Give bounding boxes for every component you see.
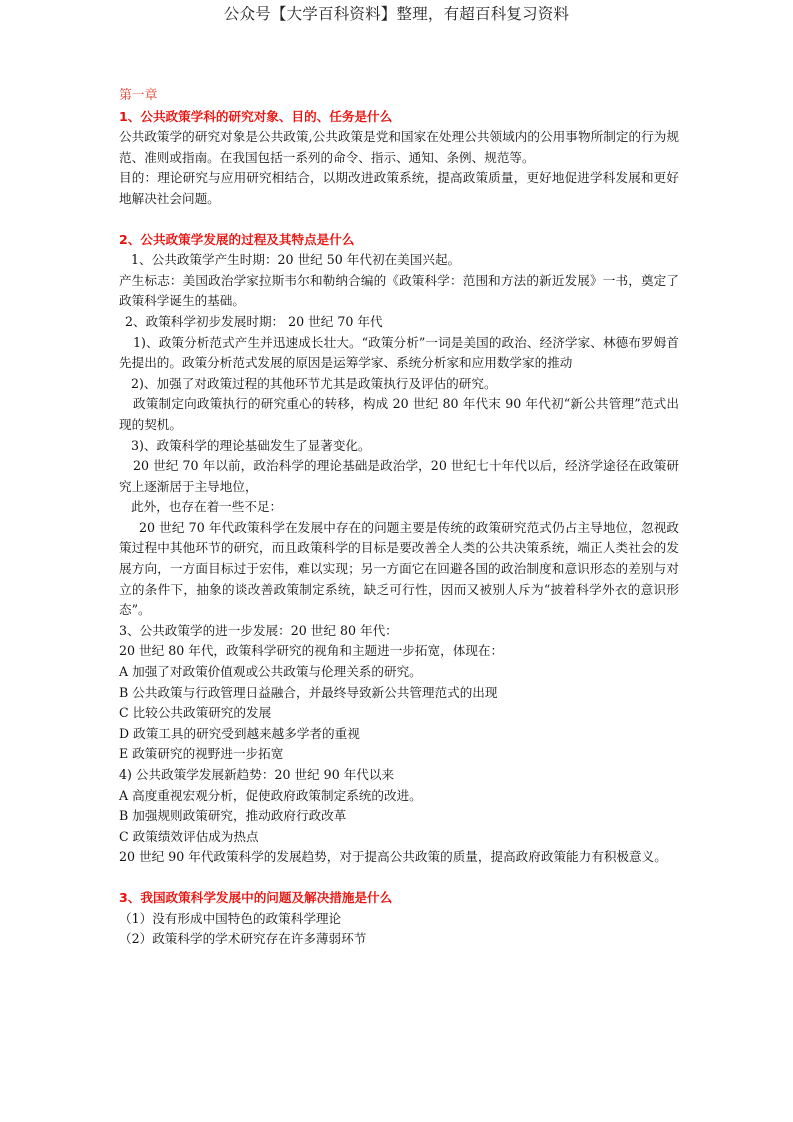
paragraph: 政策制定向政策执行的研究重心的转移，构成 20 世纪 80 年代末 90 年代初“新公共管理”范式出现的契机。: [119, 396, 679, 432]
list-item: B 公共政策与行政管理日益融合，并最终导致新公共管理范式的出现: [119, 684, 498, 700]
document-body: [119, 86, 679, 950]
paragraph: 产生标志：美国政治学家拉斯韦尔和勒纳合编的《政策科学：范围和方法的新近发展》一书，奠定了政策科学诞生的基础。: [119, 272, 679, 309]
list-item: （2）政策科学的学术研究存在许多薄弱环节: [119, 931, 367, 947]
paragraph: 目的：理论研究与应用研究相结合，以期改进政策系统，提高政策质量，更好地促进学科发展和更好地解决社会问题。: [119, 170, 679, 206]
spacer: [119, 868, 679, 888]
list-item: E 政策研究的视野进一步拓宽: [119, 746, 284, 762]
paragraph: 4) 公共政策学发展新趋势：20 世纪 90 年代以来: [119, 767, 395, 782]
spacer: [119, 210, 679, 230]
paragraph: 20 世纪 80 年代，政策科学研究的视角和主题进一步拓宽，体现在：: [119, 643, 504, 659]
list-item: C 比较公共政策研究的发展: [119, 705, 272, 721]
list-item: （1）没有形成中国特色的政策科学理论: [119, 910, 342, 926]
paragraph: 此外，也存在着一些不足：: [131, 499, 283, 515]
list-item: B 加强规则政策研究，推动政府行政改革: [119, 808, 347, 824]
question-3-heading: 3、我国政策科学发展中的问题及解决措施是什么: [119, 889, 393, 905]
paragraph: 公共政策学的研究对象是公共政策,公共政策是党和国家在处理公共领域内的公用事物所制定的行为规范、准则或指南。在我国包括一系列的命令、指示、通知、条例、规范等。: [119, 129, 679, 165]
paragraph: 1、公共政策学产生时期：20 世纪 50 年代初在美国兴起。: [131, 252, 461, 268]
paragraph: 20 世纪 70 年代政策科学在发展中存在的问题主要是传统的政策研究范式仍占主导地位，忽视政策过程中其他环节的研究，而且政策科学的目标是要改善全人类的公共决策系统，端正人类社会的发展方向，一方面目标过于宏伟，难以实现；另一方面它在回避各国的政治制度和意识形态的差别与对立的条件下，抽象的谈改善政策制定系统，缺乏可行性，因而又被别人斥为“披着科学外衣的意识形态”。: [119, 519, 679, 618]
list-item: D 政策工具的研究受到越来越多学者的重视: [119, 725, 360, 741]
question-1-heading: 1、公共政策学科的研究对象、目的、任务是什么: [119, 108, 393, 124]
list-item: A 加强了对政策价值观或公共政策与伦理关系的研究。: [119, 664, 422, 680]
question-2-heading: 2、公共政策学发展的过程及其特点是什么: [119, 231, 355, 247]
paragraph: 3)、政策科学的理论基础发生了显著变化。: [131, 437, 371, 453]
list-item: C 政策绩效评估成为热点: [119, 828, 259, 844]
paragraph: 2)、加强了对政策过程的其他环节尤其是政策执行及评估的研究。: [131, 375, 497, 391]
paragraph: 20 世纪 90 年代政策科学的发展趋势，对于提高公共政策的质量，提高政府政策能力有积极意义。: [119, 849, 667, 865]
list-item: A 高度重视宏观分析，促使政府政策制定系统的改进。: [119, 787, 422, 803]
paragraph: 1)、政策分析范式产生并迅速成长壮大。“政策分析”一词是美国的政治、经济学家、林德布罗姆首先提出的。政策分析范式发展的原因是运筹学家、系统分析家和应用数学家的推动: [119, 334, 679, 371]
chapter-title: 第一章: [119, 88, 158, 103]
paragraph: 3、公共政策学的进一步发展：20 世纪 80 年代：: [119, 622, 398, 638]
page-header: 公众号【大学百科资料】整理，有超百科复习资料: [223, 5, 570, 23]
paragraph: 20 世纪 70 年以前，政治科学的理论基础是政治学，20 世纪七十年代以后，经济学途径在政策研究上逐渐居于主导地位，: [119, 458, 679, 494]
paragraph: 2、政策科学初步发展时期： 20 世纪 70 年代: [125, 313, 383, 329]
